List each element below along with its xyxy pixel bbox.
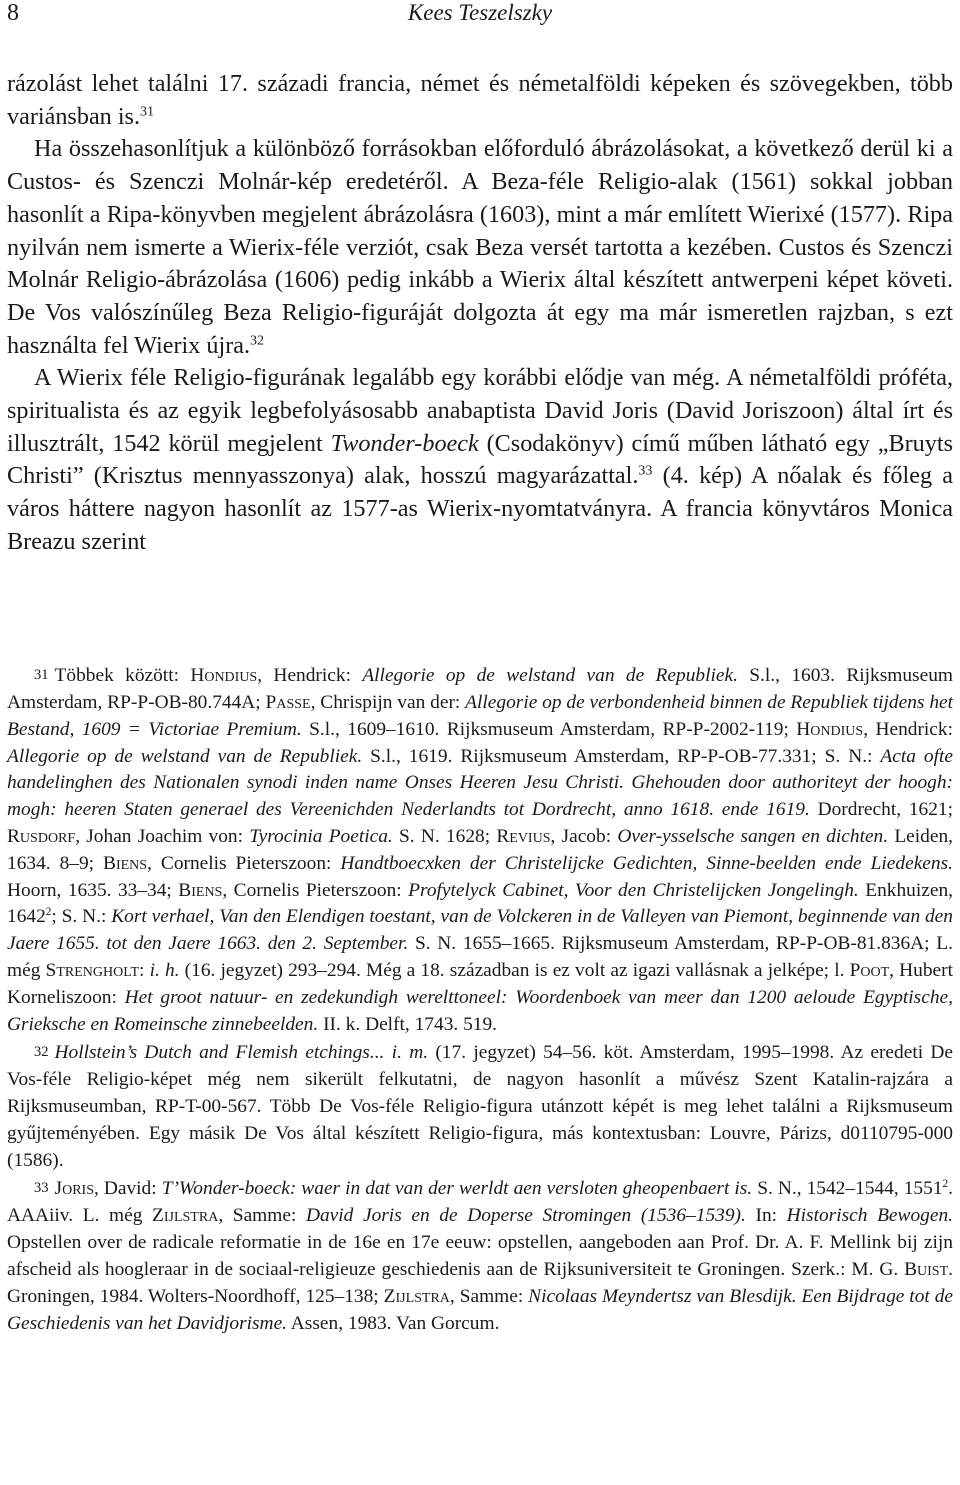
work-title: Handtboecxken der Christelijcke Gedichten, Sinne-beelden ende Liedekens. (340, 852, 953, 874)
edition-superscript: 2 (45, 906, 52, 919)
footnote-text: , Hendrick: (863, 718, 953, 740)
footnote-ref-33: 33 (638, 462, 653, 479)
footnote-text: , Cornelis Pieterszoon: (222, 879, 409, 901)
page-number: 8 (7, 0, 19, 26)
footnote-text: , Samme: (218, 1205, 306, 1227)
work-title: Hollstein’s Dutch and Flemish etchings... i. m. (54, 1042, 429, 1064)
footnote-text: . AAAiiv. L. még (7, 1178, 953, 1227)
author-name: Zijlstra (383, 1285, 450, 1307)
footnote-text: ; S. N.: (51, 906, 112, 928)
footnote-text: (16. jegyzet) 293–294. Még a 18. században is ez volt az igazi vallásnak a jelképe; l. (179, 959, 850, 981)
footnote-text: (17. jegyzet) 54–56. köt. Amsterdam, 1995–1998. Az eredeti De Vos-féle Religio-képet még nem sikerült felkutatni, de nagyon hasonlít a művész Szent Katalin-rajzára a Rijksmuseumban, RP-T-00-567. Több De Vos-féle Religio-figura utánzott képét is meg lehet találni a Rijksmuseum gyűjteményében. Egy másik De Vos által készített Religio-figura, más kontextusban: Louvre, Párizs, d0110795-000 (1586). (7, 1042, 953, 1171)
work-title: Allegorie op de welstand van de Republiek. (362, 665, 738, 687)
footnote-text: , Johan Joachim von: (75, 825, 250, 847)
footnote-text: S.l., 1609–1610. Rijksmuseum Amsterdam, RP-P-2002-119; (301, 718, 797, 740)
footnote-text: S. N. 1655–1665. Rijksmuseum Amsterdam, RP-P-OB-81.836A; L. még (7, 933, 953, 981)
footnote-text: . Groningen, 1984. Wolters-Noordhoff, 125–138; (7, 1259, 953, 1307)
author-name: Biens (178, 879, 223, 901)
footnote-number: 32 (34, 1044, 49, 1061)
footnote-32 (7, 1039, 953, 1174)
footnote-text: Dordrecht, 1621; (809, 799, 953, 821)
footnote-text: : (139, 959, 150, 981)
footnote-text: S. N., 1542–1544, 1551 (752, 1178, 943, 1200)
body-paragraph-1 (7, 68, 953, 133)
body-text: (Csodakönyv) című műben látható egy „Bruyts Christi” (Krisztus mennyasszonya) alak, hosszú magyarázattal. (7, 429, 954, 490)
footnote-text: , Hendrick: (257, 665, 363, 687)
footnote-text: , Cornelis Pieterszoon: (147, 852, 341, 874)
work-title: Profytelyck Cabinet, Voor den Christelijcken Jongelingh. (408, 879, 859, 901)
author-name: Strengholt (45, 959, 140, 981)
body-text: rázolást lehet találni 17. századi francia, német és németalföldi képeken és szövegekben, több variánsban is. (7, 70, 953, 130)
footnote-31 (7, 662, 953, 1038)
work-title: T’Wonder-boeck: waer in dat van der werldt aen versloten gheopenbaert is. (161, 1178, 753, 1200)
work-title: Nicolaas Meyndertsz van Blesdijk. Een Bijdrage tot de Geschiedenis van het Davidjorisme. (7, 1285, 953, 1334)
work-title: Kort verhael, Van den Elendigen toestant, van de Volckeren in de Valleyen van Piemont, beginnende van den Jaere 1655. tot den Jaere 1663. den 2. September. (7, 906, 953, 955)
body-paragraph-3 (7, 362, 953, 558)
work-title: David Joris en de Doperse Stromingen (1536–1539). (305, 1205, 746, 1227)
work-title: Tyrocinia Poetica. (249, 825, 393, 847)
footnote-number: 31 (34, 667, 49, 683)
work-title: Allegorie op de welstand van de Republiek. (7, 745, 363, 767)
footnote-33 (7, 1175, 953, 1337)
footnote-ref-31: 31 (140, 103, 155, 120)
footnote-ref-32: 32 (250, 331, 265, 348)
page-header (0, 0, 960, 36)
footnote-text: , Samme: (449, 1285, 529, 1307)
author-name: Poot (849, 959, 890, 981)
author-name: Hondius (190, 665, 258, 687)
work-title: i. h. (149, 959, 180, 981)
work-title: Over-ysselsche sangen en dichten. (617, 825, 889, 847)
book-title: Twonder-boeck (330, 429, 479, 457)
footnote-text: S.l., 1619. Rijksmuseum Amsterdam, RP-P-OB-77.331; S. N.: (362, 745, 881, 767)
work-title: Het groot natuur- en zedekundigh werelttoneel: Woordenboek van meer dan 1200 aeloude Egyptische, Grieksche en Romeinsche zinnebeelden. (7, 986, 953, 1035)
author-name: Zijlstra (152, 1205, 219, 1227)
footnote-number: 33 (34, 1180, 49, 1197)
author-name: Joris (54, 1178, 94, 1200)
footnote-text: In: (745, 1205, 787, 1227)
author-name: Rusdorf (7, 825, 76, 847)
main-text (7, 68, 953, 559)
footnote-text: Többek között: (54, 665, 191, 687)
footnote-text: Hoorn, 1635. 33–34; (7, 879, 179, 901)
edition-superscript: 2 (942, 1178, 949, 1191)
running-head-author: Kees Teszelszky (407, 0, 553, 25)
author-name: Hondius (796, 718, 864, 740)
work-title: Allegorie op de verbondenheid binnen de Republiek tijdens het Bestand, 1609 = Victoriae Premium. (7, 691, 954, 740)
footnote-text: S.l., 1603. Rijksmuseum Amsterdam, RP-P-OB-80.744A; (7, 665, 953, 713)
author-name: Biens (103, 852, 148, 874)
body-text: A Wierix féle Religio-figurának legalább egy korábbi elődje van még. A németalföldi próféta, spiritualista és az egyik legbefolyásosabb anabaptista David Joris (David Joriszoon) által írt és illusztrált, 1542 körül megjelent (7, 364, 953, 457)
footnote-text: , Hubert Korneliszoon: (7, 959, 953, 1008)
body-paragraph-2 (7, 133, 953, 362)
footnote-text: Assen, 1983. Van Gorcum. (287, 1312, 500, 1334)
author-name: Passe (265, 691, 311, 713)
work-title: Historisch Bewogen. (786, 1205, 954, 1227)
footnote-text: , Jacob: (550, 825, 618, 847)
footnote-text: S. N. 1628; (392, 825, 497, 847)
footnote-text: II. k. Delft, 1743. 519. (318, 1013, 498, 1035)
work-title: Acta ofte handelinghen des Nationalen synodi inden name Onses Heeren Jesu Christi. Ghehouden door authoriteyt der hoogh: mogh: heeren Staten generael des Vereenichden Nederlandts tot Dordrecht, anno 1618. ende 1619. (7, 745, 953, 821)
footnote-text: Opstellen over de radicale reformatie in de 16e en 17e eeuw: opstellen, aangeboden aan Prof. Dr. A. F. Mellink bij zijn afscheid als hoogleraar in de sociaal-religieuze geschiedenis aan de Rijksuniversiteit te Groningen. Szerk.: M. G. (7, 1232, 953, 1281)
footnote-text: Enkhuizen, 1642 (7, 879, 953, 928)
body-text: (4. kép) A nőalak és főleg a város háttere nagyon hasonlít az 1577-as Wierix-nyomtatványra. A francia könyvtáros Monica Breazu szerint (7, 462, 954, 555)
footnote-text: , David: (93, 1178, 162, 1200)
footnote-text: , Chrispijn van der: (310, 691, 466, 713)
footnotes (7, 662, 953, 1337)
author-name: Revius (496, 825, 551, 847)
body-text: Ha összehasonlítjuk a különböző forrásokban előforduló ábrázolásokat, a következő derül ki a Custos- és Szenczi Molnár-kép eredetéről. A Beza-féle Religio-alak (1561) sokkal jobban hasonlít a Ripa-könyvben megjelent ábrázolásra (1603), mint a már említett Wierixé (1577). Ripa nyilván nem ismerte a Wierix-féle verziót, csak Beza versét tartotta a kezében. Custos és Szenczi Molnár Religio-ábrázolása (1606) pedig inkább a Wierix által készített antwerpeni képet követi. De Vos valószínűleg Beza Religio-figuráját dolgozta át egy ma már ismeretlen rajzban, s ezt használta fel Wierix újra. (7, 135, 953, 359)
footnote-text: Leiden, 1634. 8–9; (7, 825, 954, 874)
author-name: Buist (904, 1259, 949, 1281)
